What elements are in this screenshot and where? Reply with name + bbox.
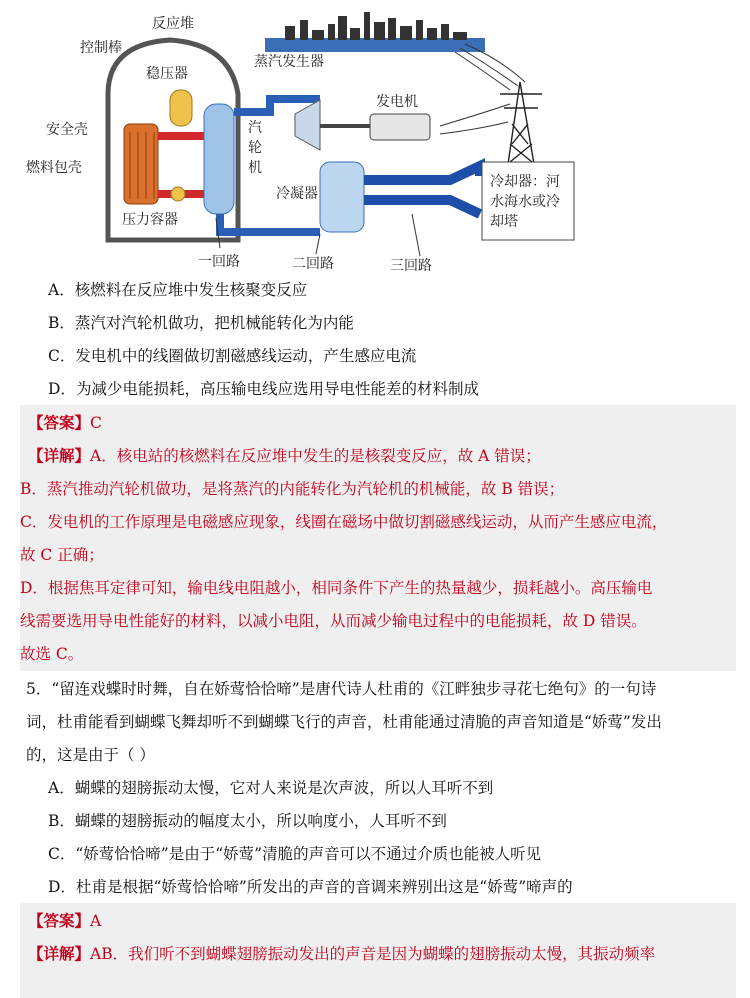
option-text: 发电机中的线圈做切割磁感线运动，产生感应电流: [75, 347, 417, 365]
q5-detail-line-1: [28, 943, 655, 965]
detail-tag: 【详解】: [28, 944, 91, 963]
option-text: 蝴蝶的翅膀振动的幅度太小，所以响度小，人耳听不到: [74, 812, 447, 830]
label-control-rod: 控制棒: [80, 40, 122, 56]
q5-stem-line-3: 的，这是由于（ ）: [26, 746, 155, 764]
option-text: 杜甫是根据“娇莺恰恰啼”所发出的声音的音调来辨别出这是“娇莺”啼声的: [75, 878, 573, 896]
q4-option-b: [48, 312, 738, 334]
q4-answer: [28, 412, 102, 434]
answer-tag: 【答案】: [28, 911, 91, 930]
q4-option-d: [48, 378, 738, 400]
transmission-tower-icon: [500, 82, 542, 164]
option-text: “娇莺恰恰啼”是由于“娇莺”清脆的声音可以不通过介质也能被人听见: [75, 845, 542, 863]
label-cooler-2: 水海水或冷: [490, 194, 560, 210]
city-skyline-icon: [265, 12, 485, 52]
diagram-svg: [20, 4, 580, 276]
q5-option-b: [48, 810, 738, 832]
label-condenser: 冷凝器: [276, 186, 318, 202]
option-text: 核燃料在反应堆中发生核聚变反应: [74, 281, 308, 299]
label-loop1: 一回路: [198, 254, 240, 270]
q4-detail-line-7: 故选 C。: [20, 645, 84, 663]
option-letter: A．: [48, 779, 75, 797]
q5-answer: [28, 910, 101, 932]
detail-text: AB．我们听不到蝴蝶翅膀振动发出的声音是因为蝴蝶的翅膀振动太慢，其振动频率: [90, 945, 656, 963]
label-reactor: 反应堆: [152, 16, 194, 32]
q4-answer-block: [20, 405, 736, 671]
option-text: 为减少电能损耗，高压输电线应选用导电性能差的材料制成: [75, 380, 479, 398]
answer-value: A: [90, 912, 102, 930]
detail-text: A．核电站的核燃料在反应堆中发生的是核裂变反应，故 A 错误；: [90, 447, 541, 465]
label-turbine-2: 轮: [248, 140, 262, 156]
option-letter: A．: [48, 281, 75, 299]
option-text: 蒸汽对汽轮机做功，把机械能转化为内能: [74, 314, 354, 332]
answer-value: C: [90, 414, 102, 432]
label-loop3: 三回路: [390, 258, 432, 274]
option-letter: C．: [48, 347, 76, 365]
q4-detail-line-2: B．蒸汽推动汽轮机做功，是将蒸汽的内能转化为汽轮机的机械能，故 B 错误；: [20, 480, 565, 498]
q4-detail-line-6: 线需要选用导电性能好的材料，以减小电阻，从而减少输电过程中的电能损耗，故 D 错误。: [20, 612, 647, 630]
option-letter: B．: [48, 812, 75, 830]
q5-option-a: [48, 777, 738, 799]
q5-answer-block: [20, 903, 736, 998]
label-steam-generator: 蒸汽发生器: [254, 54, 324, 70]
q4-detail-line-1: [28, 445, 541, 467]
q4-detail-line-5: D．根据焦耳定律可知，输电线电阻越小，相同条件下产生的热量越少，损耗越小。高压输电: [20, 579, 653, 597]
label-turbine-3: 机: [248, 160, 262, 176]
answer-tag: 【答案】: [28, 413, 91, 432]
label-pressurizer: 稳压器: [146, 66, 188, 82]
q4-option-a: [48, 279, 738, 301]
q4-detail-line-4: 故 C 正确；: [20, 546, 104, 564]
option-letter: D．: [48, 380, 76, 398]
label-turbine-1: 汽: [248, 120, 262, 136]
q4-option-c: [48, 345, 738, 367]
q5-stem-line-2: 词，杜甫能看到蝴蝶飞舞却听不到蝴蝶飞行的声音，杜甫能通过清脆的声音知道是“娇莺”发出: [26, 713, 662, 731]
label-safety-shell: 安全壳: [46, 122, 88, 138]
label-generator: 发电机: [376, 94, 418, 110]
detail-tag: 【详解】: [28, 446, 91, 465]
option-letter: C．: [48, 845, 76, 863]
label-pressure-vessel: 压力容器: [122, 212, 178, 228]
option-text: 蝴蝶的翅膀振动太慢，它对人来说是次声波，所以人耳听不到: [74, 779, 494, 797]
q5-option-c: [48, 843, 738, 865]
option-letter: B．: [48, 314, 75, 332]
label-loop2: 二回路: [292, 256, 334, 272]
label-fuel-cladding: 燃料包壳: [26, 160, 82, 176]
label-cooler-3: 却塔: [490, 214, 518, 230]
option-letter: D．: [48, 878, 76, 896]
label-cooler-1: 冷却器：河: [490, 174, 560, 190]
nuclear-plant-diagram: [20, 4, 580, 276]
q5-stem-line-1: 5．“留连戏蝶时时舞，自在娇莺恰恰啼”是唐代诗人杜甫的《江畔独步寻花七绝句》的一句诗: [26, 680, 657, 698]
q4-detail-line-3: C．发电机的工作原理是电磁感应现象，线圈在磁场中做切割磁感线运动，从而产生感应电流，: [20, 513, 668, 531]
q5-option-d: [48, 876, 738, 898]
